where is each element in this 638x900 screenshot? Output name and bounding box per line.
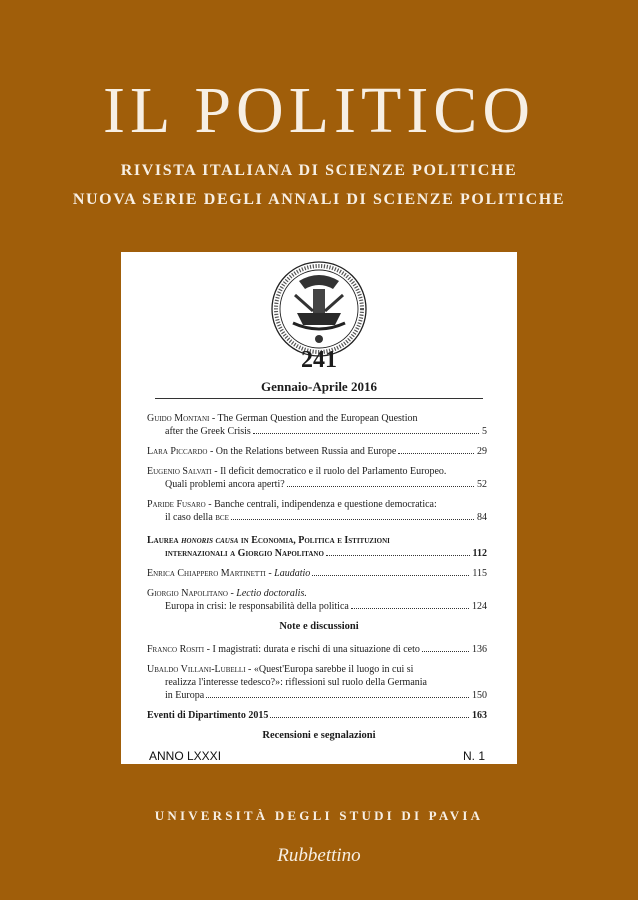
issue-n: N. 1 [462, 749, 485, 763]
toc-author: Paride Fusaro [147, 499, 206, 510]
toc-title: Laurea [147, 535, 182, 546]
toc-separator: - [207, 446, 216, 457]
toc-separator: - [209, 413, 218, 424]
toc-title: realizza l'interesse tedesco?»: riflessioni sul ruolo della Germania [165, 677, 427, 688]
toc-title: il caso della [165, 512, 216, 523]
toc-title-italic: honoris causa [181, 535, 239, 546]
leader-dots [422, 651, 469, 652]
leader-dots [287, 486, 474, 487]
toc-page: 29 [477, 446, 487, 457]
toc-separator: - [205, 499, 215, 510]
toc-title: I magistrati: durata e rischi di una situazione di ceto [212, 644, 420, 655]
toc-entry [147, 587, 487, 613]
toc-author: Enrica Chiappero Martinetti [147, 568, 266, 579]
toc-separator: - [245, 664, 254, 675]
toc-author: Ubaldo Villani-Lubelli [147, 664, 246, 675]
toc-page: 5 [482, 426, 487, 437]
toc-title: Il deficit democratico e il ruolo del Parlamento Europeo. [220, 466, 447, 477]
toc-title-acronym: bce [215, 512, 229, 523]
toc-title: The German Question and the European Question [217, 413, 418, 424]
toc-entry [147, 412, 487, 438]
leader-dots [326, 555, 470, 556]
toc-title: On the Relations between Russia and Europe [215, 446, 397, 457]
toc-entry [147, 465, 487, 491]
leader-dots [351, 608, 469, 609]
toc-separator: - [204, 644, 213, 655]
toc-entry [147, 643, 487, 656]
contents-panel [121, 252, 517, 764]
toc-entry [147, 663, 487, 702]
toc-title: Europa in crisi: le responsabilità della politica [165, 601, 349, 612]
toc-page: 52 [477, 479, 487, 490]
toc-entry [147, 709, 487, 722]
toc-entry [147, 567, 487, 580]
journal-title: IL POLITICO [103, 74, 535, 147]
toc-author: Eugenio Salvati [147, 466, 212, 477]
toc-page: 136 [472, 644, 487, 655]
toc-title: Banche centrali, indipendenza e questione democratica: [214, 499, 437, 510]
toc-title: in Europa [165, 690, 205, 701]
toc-author: Franco Rositi [147, 644, 205, 655]
toc-title: after the Greek Crisis [165, 426, 251, 437]
toc-title: Lectio doctoralis. [236, 588, 307, 599]
toc-title: Eventi di Dipartimento 2015 [147, 710, 269, 721]
toc-page: 124 [472, 601, 487, 612]
toc-author: Lara Piccardo [147, 446, 208, 457]
toc-title: in Economia, Politica e Istituzioni [238, 535, 390, 546]
toc-page: 115 [472, 568, 487, 579]
section-heading: Note e discussioni [279, 621, 359, 632]
toc-separator: - [227, 588, 237, 599]
toc-separator: - [211, 466, 221, 477]
toc-entry [147, 445, 487, 458]
university-seal-icon [269, 259, 369, 359]
toc-title: «Quest'Europa sarebbe il luogo in cui si [253, 664, 414, 675]
toc-title: internazionali a Giorgio Napolitano [165, 548, 324, 559]
volume-year: ANNO LXXXI [149, 749, 222, 763]
leader-dots [253, 433, 479, 434]
leader-dots [270, 717, 469, 718]
journal-subtitle: RIVISTA ITALIANA DI SCIENZE POLITICHE [120, 162, 518, 179]
toc-entry [147, 498, 487, 524]
toc-author: Giorgio Napolitano [147, 588, 228, 599]
leader-dots [398, 453, 474, 454]
toc-separator: - [265, 568, 275, 579]
issue-number: 241 [301, 347, 337, 373]
toc-page: 163 [472, 710, 487, 721]
toc-page: 112 [472, 548, 487, 559]
toc-title: Laudatio [274, 568, 311, 579]
leader-dots [312, 575, 469, 576]
toc-entry [147, 534, 487, 560]
toc-author: Guido Montani [147, 413, 210, 424]
publisher-name: Rubbettino [277, 845, 361, 866]
section-heading: Recensioni e segnalazioni [262, 730, 376, 741]
leader-dots [231, 519, 474, 520]
journal-series: NUOVA SERIE DEGLI ANNALI DI SCIENZE POLITICHE [72, 191, 566, 208]
leader-dots [206, 697, 469, 698]
university-name: UNIVERSITÀ DEGLI STUDI DI PAVIA [154, 808, 484, 823]
toc-page: 84 [477, 512, 487, 523]
issue-date: Gennaio-Aprile 2016 [261, 379, 377, 394]
divider [155, 398, 483, 399]
toc-title: Quali problemi ancora aperti? [165, 479, 285, 490]
toc-page: 150 [472, 690, 487, 701]
